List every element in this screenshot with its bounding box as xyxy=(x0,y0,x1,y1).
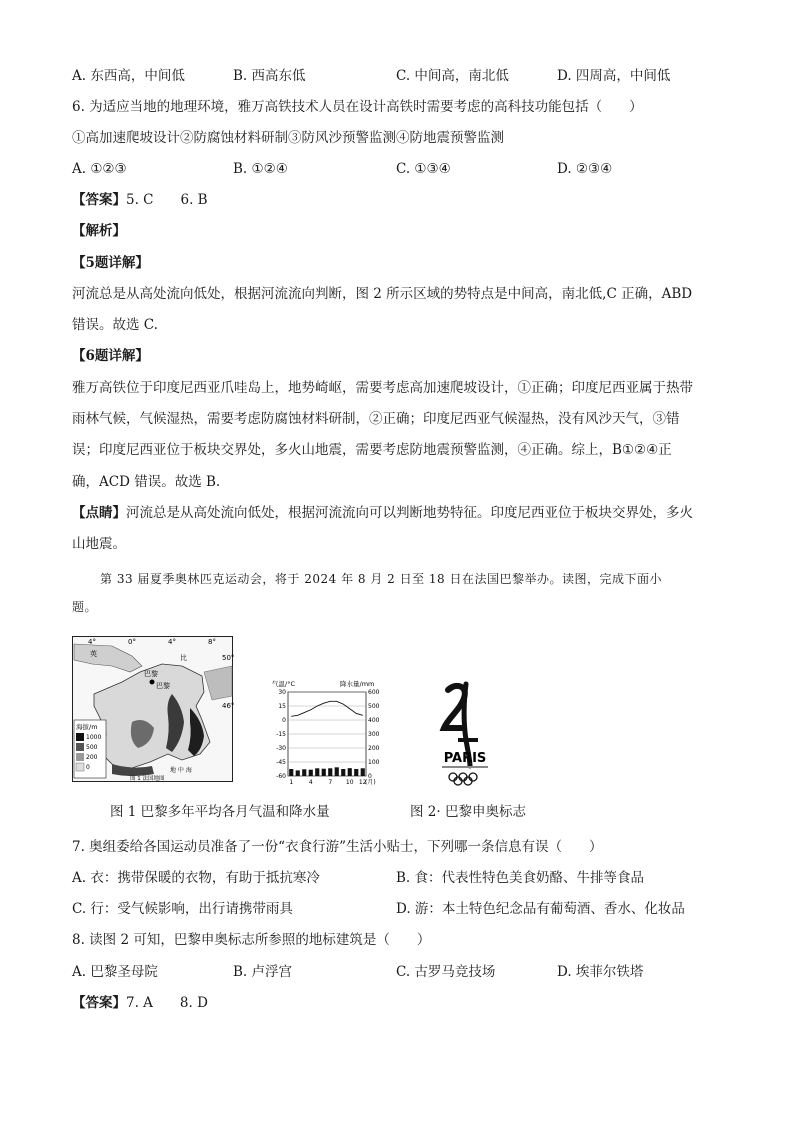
answer-label: 【答案】 xyxy=(72,192,126,208)
lon-label-4: 8° xyxy=(208,638,216,646)
q6-option-c: C. ①③④ xyxy=(396,161,451,177)
precip-bar xyxy=(322,769,326,776)
q7-stem: 7. 奥组委给各国运动员准备了一份“衣食行游”生活小贴士，下列哪一条信息有误（ ） xyxy=(72,839,603,855)
place-label-5: 地 中 海 xyxy=(170,767,192,774)
q5-option-a: A. 东西高，中间低 xyxy=(72,68,185,84)
q8-option-a: A. 巴黎圣母院 xyxy=(72,964,158,980)
lon-label-2: 0° xyxy=(128,638,136,646)
y-tick-left: 15 xyxy=(278,703,286,710)
legend-value-2: 500 xyxy=(86,744,98,751)
q5-option-d: D. 四周高，中间低 xyxy=(557,68,671,84)
temperature-line xyxy=(291,701,363,716)
paris-olympic-logo xyxy=(430,680,500,790)
x-tick: 4 xyxy=(308,779,313,786)
precip-bar xyxy=(354,769,358,776)
map-legend-title: 海拔/m xyxy=(76,723,98,731)
y-tick-right: 600 xyxy=(368,689,380,696)
q6-option-a: A. ①②③ xyxy=(72,161,127,177)
detail6-label: 【6题详解】 xyxy=(72,348,149,364)
x-unit: (月) xyxy=(365,779,376,786)
place-label-2: 巴黎 xyxy=(144,670,158,678)
precip-bar xyxy=(348,768,352,776)
answer-row-1 xyxy=(72,190,208,210)
q8-option-c: C. 古罗马竞技场 xyxy=(396,964,496,980)
q5-option-c: C. 中间高，南北低 xyxy=(396,68,509,84)
legend-value-4: 0 xyxy=(86,764,90,771)
intro-line-1: 第 33 届夏季奥林匹克运动会，将于 2024 年 8 月 2 日至 18 日在法国巴黎举办。读图，完成下面小 xyxy=(100,572,662,586)
lat-label-2: 46° xyxy=(222,702,235,710)
q7-option-b: B. 食：代表性特色美食奶酪、牛排等食品 xyxy=(396,870,645,886)
detail5-line-2: 错误。故选 C. xyxy=(72,317,158,333)
q7-option-a: A. 衣：携带保暖的衣物，有助于抵抗寒冷 xyxy=(72,870,320,886)
place-label-1: 英 xyxy=(90,650,97,658)
legend-value-3: 200 xyxy=(86,754,98,761)
climate-chart xyxy=(266,676,388,788)
y-tick-right: 200 xyxy=(368,745,380,752)
answer-row-2 xyxy=(72,993,208,1013)
place-label-4: 比 xyxy=(180,654,187,662)
tip-line-2: 山地震。 xyxy=(72,536,126,552)
map-footnote: 图 1 法国地图 xyxy=(130,776,165,782)
precip-bar xyxy=(296,770,300,776)
x-tick: 7 xyxy=(328,779,333,786)
legend-value-1: 1000 xyxy=(86,734,102,741)
y-tick-left: -30 xyxy=(276,745,286,752)
q8-stem: 8. 读图 2 可知，巴黎申奥标志所参照的地标建筑是（ ） xyxy=(72,932,431,948)
tip-line-1: 河流总是从高处流向低处，根据河流流向可以判断地势特征。印度尼西亚位于板块交界处，多火 xyxy=(126,505,693,521)
q6-option-b: B. ①②④ xyxy=(233,161,288,177)
precip-bar xyxy=(302,769,306,776)
y-tick-right: 100 xyxy=(368,759,380,766)
chart-ylabel-right: 降水量/mm xyxy=(340,680,375,688)
q6-stem: 6. 为适应当地的地理环境，雅万高铁技术人员在设计高铁时需要考虑的高科技功能包括（ ） xyxy=(72,99,643,115)
france-map xyxy=(72,636,240,786)
y-tick-right: 0 xyxy=(368,773,372,780)
logo-city: PARIS xyxy=(443,751,487,766)
figure-caption-1: 图 1 巴黎多年平均各月气温和降水量 xyxy=(110,804,330,820)
q8-option-d: D. 埃菲尔铁塔 xyxy=(557,964,644,980)
answer-label: 【答案】 xyxy=(72,995,126,1011)
lon-label-1: 4° xyxy=(88,638,96,646)
y-tick-right: 300 xyxy=(368,731,380,738)
y-tick-left: -15 xyxy=(276,731,286,738)
precip-bar xyxy=(289,769,293,776)
x-tick: 1 xyxy=(289,779,294,786)
precip-bar xyxy=(341,769,345,776)
precip-bar xyxy=(328,768,332,776)
y-tick-right: 500 xyxy=(368,703,380,710)
intro-line-2: 题。 xyxy=(72,600,98,614)
x-tick: 12 xyxy=(358,779,367,786)
q8-option-b: B. 卢浮宫 xyxy=(233,964,293,980)
precip-bar xyxy=(361,768,365,776)
chart-ylabel-left: 气温/°C xyxy=(272,680,295,688)
detail6-line-2: 雨林气候，气候湿热，需要考虑防腐蚀材料研制，②正确；印度尼西亚气候湿热，没有风沙天气，③错 xyxy=(72,411,680,427)
analysis-label: 【解析】 xyxy=(72,223,126,239)
lat-label-1: 50° xyxy=(222,654,235,662)
detail6-line-1: 雅万高铁位于印度尼西亚爪哇岛上，地势崎岖，需要考虑高加速爬坡设计，①正确；印度尼西亚属于热带 xyxy=(72,380,693,396)
q6-items: ①高加速爬坡设计②防腐蚀材料研制③防风沙预警监测④防地震预警监测 xyxy=(72,130,504,146)
x-tick: 10 xyxy=(345,779,354,786)
q7-option-d: D. 游：本土特色纪念品有葡萄酒、香水、化妆品 xyxy=(396,901,685,917)
q6-option-d: D. ②③④ xyxy=(557,161,613,177)
q5-option-b: B. 西高东低 xyxy=(233,68,306,84)
y-tick-left: 30 xyxy=(278,689,286,696)
precip-bar xyxy=(309,770,313,776)
detail6-line-3: 误；印度尼西亚位于板块交界处，多火山地震，需要考虑防地震预警监测，④正确。综上，B①②④正 xyxy=(72,442,672,458)
figure-caption-2: 图 2· 巴黎申奥标志 xyxy=(410,804,526,820)
answer-text: 7. A 8. D xyxy=(126,995,208,1011)
y-tick-right: 400 xyxy=(368,717,380,724)
tip-row-1 xyxy=(72,503,693,523)
q7-option-c: C. 行：受气候影响，出行请携带雨具 xyxy=(72,901,293,917)
detail6-line-4: 确，ACD 错误。故选 B. xyxy=(72,474,221,490)
detail5-line-1: 河流总是从高处流向低处，根据河流流向判断，图 2 所示区域的势特点是中间高，南北低,C 正确，ABD xyxy=(72,286,693,302)
y-tick-left: 0 xyxy=(282,717,286,724)
place-label-3: 巴黎 xyxy=(156,682,170,690)
precip-bar xyxy=(335,767,339,776)
precip-bar xyxy=(315,768,319,776)
lon-label-3: 4° xyxy=(168,638,176,646)
detail5-label: 【5题详解】 xyxy=(72,255,149,271)
answer-text: 5. C 6. B xyxy=(126,192,208,208)
tip-label: 【点睛】 xyxy=(72,505,126,521)
y-tick-left: -60 xyxy=(276,773,286,780)
y-tick-left: -45 xyxy=(276,759,286,766)
